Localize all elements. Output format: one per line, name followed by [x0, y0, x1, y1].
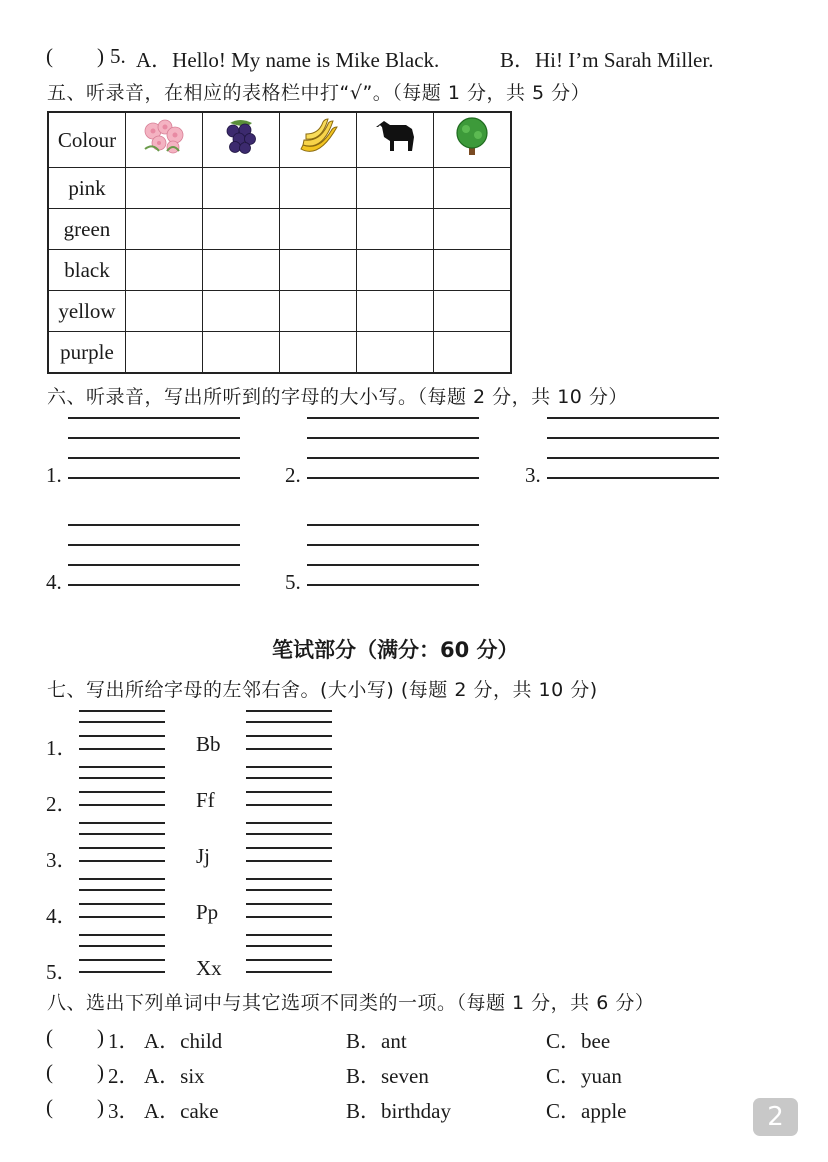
- answer-paren-open[interactable]: (: [46, 1025, 53, 1049]
- check-cell[interactable]: [280, 291, 357, 332]
- check-cell[interactable]: [434, 168, 512, 209]
- item-number: 4．: [46, 904, 78, 928]
- banana-icon: [280, 112, 357, 168]
- check-cell[interactable]: [434, 291, 512, 332]
- given-letter: Pp: [196, 900, 219, 924]
- item-number: 1.: [46, 463, 62, 487]
- item-number: 3.: [525, 463, 541, 487]
- question-number: 2．: [108, 1064, 140, 1088]
- section-6-title: 六、听录音，写出所听到的字母的大小写。（每题 2 分，共 10 分）: [47, 386, 628, 408]
- answer-paren-close: ): [97, 44, 104, 68]
- section-8-title: 八、选出下列单词中与其它选项不同类的一项。（每题 1 分，共 6 分）: [47, 992, 655, 1014]
- check-cell[interactable]: [203, 291, 280, 332]
- check-cell[interactable]: [434, 332, 512, 374]
- written-part-title: 笔试部分（满分：60 分）: [272, 638, 519, 662]
- answer-paren-open: (: [46, 44, 53, 68]
- row-label-green: green: [48, 209, 126, 250]
- check-cell[interactable]: [280, 250, 357, 291]
- check-cell[interactable]: [357, 168, 434, 209]
- answer-paren-open[interactable]: (: [46, 1095, 53, 1119]
- option-b: B．Hi! I’m Sarah Miller.: [500, 48, 714, 72]
- item-number: 2.: [285, 463, 301, 487]
- grapes-icon: [203, 112, 280, 168]
- check-cell[interactable]: [434, 209, 512, 250]
- option-c: C．yuan: [546, 1064, 622, 1088]
- question-number: 5.: [110, 44, 126, 68]
- check-cell[interactable]: [280, 332, 357, 374]
- option-a: A．cake: [144, 1099, 219, 1123]
- option-b: B．ant: [346, 1029, 407, 1053]
- check-cell[interactable]: [357, 332, 434, 374]
- check-cell[interactable]: [126, 291, 203, 332]
- option-c: C．bee: [546, 1029, 611, 1053]
- check-cell[interactable]: [203, 250, 280, 291]
- item-number: 3．: [46, 848, 78, 872]
- question-number: 1．: [108, 1029, 140, 1053]
- colour-table: [47, 111, 512, 374]
- dog-icon: [357, 112, 434, 168]
- option-c: C．apple: [546, 1099, 627, 1123]
- section-5-title: 五、听录音，在相应的表格栏中打“√”。（每题 1 分，共 5 分）: [47, 82, 591, 104]
- check-cell[interactable]: [126, 209, 203, 250]
- check-cell[interactable]: [357, 209, 434, 250]
- item-number: 4.: [46, 570, 62, 594]
- question-number: 3．: [108, 1099, 140, 1123]
- option-b: B．seven: [346, 1064, 429, 1088]
- check-cell[interactable]: [126, 168, 203, 209]
- section-7-title: 七、写出所给字母的左邻右舍。(大小写) (每题 2 分，共 10 分): [47, 679, 598, 701]
- row-label-pink: pink: [48, 168, 126, 209]
- option-a: A．child: [144, 1029, 223, 1053]
- check-cell[interactable]: [126, 250, 203, 291]
- item-number: 5．: [46, 960, 78, 984]
- given-letter: Ff: [196, 788, 215, 812]
- check-cell[interactable]: [434, 250, 512, 291]
- flower-icon: [126, 112, 203, 168]
- check-cell[interactable]: [203, 168, 280, 209]
- answer-paren-close: ): [97, 1060, 104, 1084]
- table-header-label: Colour: [48, 112, 126, 168]
- item-number: 5.: [285, 570, 301, 594]
- answer-paren-close: ): [97, 1095, 104, 1119]
- answer-paren-open[interactable]: (: [46, 1060, 53, 1084]
- option-a: A．Hello! My name is Mike Black.: [136, 48, 440, 72]
- given-letter: Jj: [196, 844, 211, 868]
- check-cell[interactable]: [280, 168, 357, 209]
- option-b: B．birthday: [346, 1099, 451, 1123]
- item-number: 1．: [46, 736, 78, 760]
- row-label-yellow: yellow: [48, 291, 126, 332]
- check-cell[interactable]: [357, 250, 434, 291]
- given-letter: Bb: [196, 732, 221, 756]
- page-number-badge: 2: [753, 1098, 798, 1136]
- check-cell[interactable]: [280, 209, 357, 250]
- answer-paren-close: ): [97, 1025, 104, 1049]
- given-letter: Xx: [196, 956, 222, 980]
- item-number: 2．: [46, 792, 78, 816]
- option-a: A．six: [144, 1064, 205, 1088]
- check-cell[interactable]: [126, 332, 203, 374]
- row-label-black: black: [48, 250, 126, 291]
- check-cell[interactable]: [357, 291, 434, 332]
- check-cell[interactable]: [203, 332, 280, 374]
- check-cell[interactable]: [203, 209, 280, 250]
- tree-icon: [434, 112, 512, 168]
- row-label-purple: purple: [48, 332, 126, 374]
